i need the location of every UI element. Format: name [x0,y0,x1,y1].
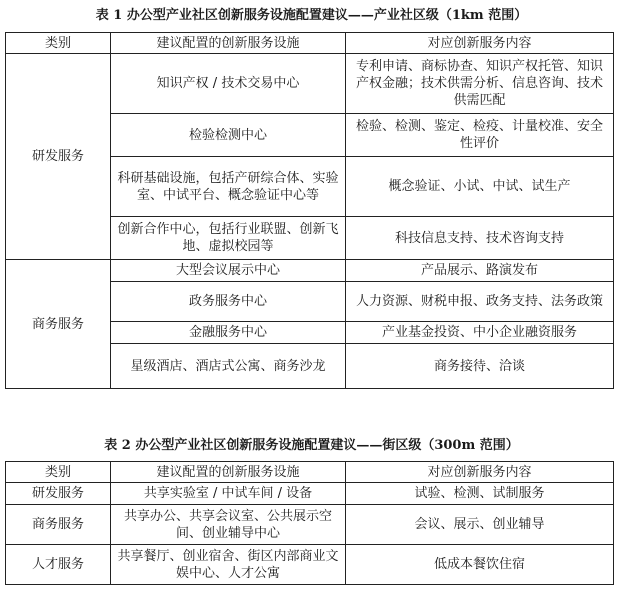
table-row [6,505,614,545]
facility-cell: 知识产权 / 技术交易中心 [111,54,346,114]
content-cell: 专利申请、商标协查、知识产权托管、知识产权金融；技术供需分析、信息咨询、技术供需匹配 [346,54,614,114]
content-cell: 科技信息支持、技术咨询支持 [346,217,614,260]
table-row [6,54,614,114]
category-cell: 商务服务 [6,260,111,389]
table1-caption: 表 1 办公型产业社区创新服务设施配置建议——产业社区级（1km 范围） [95,8,528,23]
content-cell: 产品展示、路演发布 [346,260,614,282]
category-cell: 研发服务 [6,483,111,505]
content-cell: 低成本餐饮住宿 [346,545,614,585]
header-category: 类别 [6,462,111,483]
table2-caption: 表 2 办公型产业社区创新服务设施配置建议——街区级（300m 范围） [104,438,519,453]
table1-header-row [6,33,614,54]
facility-cell: 共享实验室 / 中试车间 / 设备 [111,483,346,505]
table2-header-row [6,462,614,483]
table1 [5,32,614,389]
content-cell: 人力资源、财税申报、政务支持、法务政策 [346,282,614,322]
facility-cell: 共享办公、共享会议室、公共展示空间、创业辅导中心 [111,505,346,545]
facility-cell: 政务服务中心 [111,282,346,322]
header-facility: 建议配置的创新服务设施 [111,462,346,483]
facility-cell: 共享餐厅、创业宿舍、街区内部商业文娱中心、人才公寓 [111,545,346,585]
table2 [5,461,614,585]
facility-cell: 科研基础设施，包括产研综合体、实验室、中试平台、概念验证中心等 [111,157,346,217]
facility-cell: 检验检测中心 [111,114,346,157]
content-cell: 产业基金投资、中小企业融资服务 [346,322,614,344]
header-category: 类别 [6,33,111,54]
category-cell: 商务服务 [6,505,111,545]
facility-cell: 金融服务中心 [111,322,346,344]
content-cell: 试验、检测、试制服务 [346,483,614,505]
facility-cell: 创新合作中心，包括行业联盟、创新飞地、虚拟校园等 [111,217,346,260]
category-cell: 人才服务 [6,545,111,585]
header-content: 对应创新服务内容 [346,462,614,483]
facility-cell: 大型会议展示中心 [111,260,346,282]
table-row [6,483,614,505]
content-cell: 检验、检测、鉴定、检疫、计量校准、安全性评价 [346,114,614,157]
content-cell: 会议、展示、创业辅导 [346,505,614,545]
content-cell: 概念验证、小试、中试、试生产 [346,157,614,217]
table-row [6,260,614,282]
content-cell: 商务接待、洽谈 [346,344,614,389]
table-row [6,545,614,585]
header-content: 对应创新服务内容 [346,33,614,54]
category-cell: 研发服务 [6,54,111,260]
facility-cell: 星级酒店、酒店式公寓、商务沙龙 [111,344,346,389]
header-facility: 建议配置的创新服务设施 [111,33,346,54]
